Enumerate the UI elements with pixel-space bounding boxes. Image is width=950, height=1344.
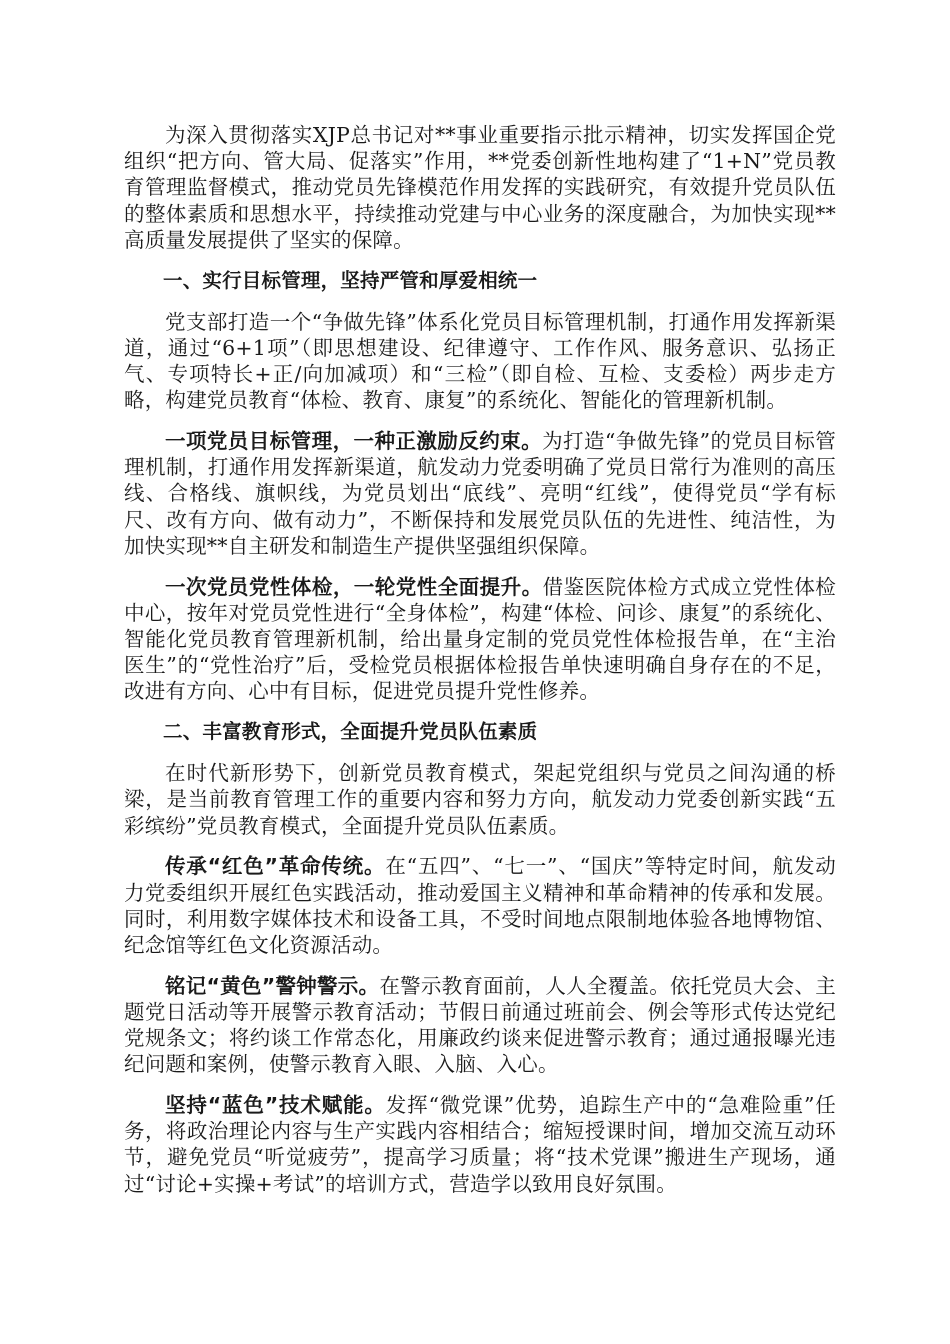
section-1-item-2-text: 借鉴医院体检方式成立党性体检中心，按年对党员党性进行“全身体检”，构建“体检、问诊、康复”的系统化、智能化党员教育管理新机制，给出量身定制的党员党性体检报告单，在“主治医生”的“党性治疗”后，受检党员根据体检报告单快速明确自身存在的不足，改进有方向、心中有目标，促进党员提升党性修养。 [124,574,836,704]
section-1-body: 党支部打造一个“争做先锋”体系化党员目标管理机制，打通作用发挥新渠道，通过“6+1项”（即思想建设、纪律遵守、工作作风、服务意识、弘扬正气、专项特长+正/向加减项）和“三检”（即自检、互检、支委检）两步走方略，构建党员教育“体检、教育、康复”的系统化、智能化的管理新机制。 [124,309,836,413]
section-1-item-2-lead: 一次党员党性体检，一轮党性全面提升。 [165,574,543,599]
section-2-item-3 [124,1092,836,1197]
section-1-item-1 [124,428,836,559]
section-1-heading: 一、实行目标管理，坚持严管和厚爱相统一 [163,268,538,292]
section-2-item-2-text: 在警示教育面前，人人全覆盖。依托党员大会、主题党日活动等开展警示教育活动；节假日前通过班前会、例会等形式传达党纪党规条文；将约谈工作常态化，用廉政约谈来促进警示教育；通过通报曝光违纪问题和案例，使警示教育入眼、入脑、入心。 [124,973,836,1077]
section-2-heading: 二、丰富教育形式，全面提升党员队伍素质 [163,720,538,744]
section-2-item-1-text: 在“五四”、“七一”、“国庆”等特定时间，航发动力党委组织开展红色实践活动，推动爱国主义精神和革命精神的传承和发展。同时，利用数字媒体技术和设备工具，不受时间地点限制地体验各地博物馆、纪念馆等红色文化资源活动。 [124,854,836,957]
section-1-item-1-lead: 一项党员目标管理，一种正激励反约束。 [165,429,543,454]
section-2-item-2 [124,973,836,1078]
section-2-item-3-text: 发挥“微党课”优势，追踪生产中的“急难险重”任务，将政治理论内容与生产实践内容相结合；缩短授课时间，增加交流互动环节，避免党员“听觉疲劳”，提高学习质量；将“技术党课”搬进生产现场，通过“讨论+实操+考试”的培训方式，营造学以致用良好氛围。 [124,1093,836,1196]
section-1-item-2 [124,574,836,705]
section-1-item-1-text: 为打造“争做先锋”的党员目标管理机制，打通作用发挥新渠道，航发动力党委明确了党员日常行为准则的高压线、合格线、旗帜线，为党员划出“底线”、亮明“红线”，使得党员“学有标尺、改有方向、做有动力”，不断保持和发展党员队伍的先进性、纯洁性，为加快实现**自主研发和制造生产提供坚强组织保障。 [124,429,836,558]
section-2-body: 在时代新形势下，创新党员教育模式，架起党组织与党员之间沟通的桥梁，是当前教育管理工作的重要内容和努力方向，航发动力党委创新实践“五彩缤纷”党员教育模式，全面提升党员队伍素质。 [124,761,836,838]
section-2-item-1-lead: 传承“红色”革命传统。 [165,854,386,879]
section-2-item-1 [124,853,836,958]
section-2-item-2-lead: 铭记“黄色”警钟警示。 [165,973,380,998]
document-page [124,122,836,1211]
section-2-item-3-lead: 坚持“蓝色”技术赋能。 [165,1093,386,1117]
intro-paragraph: 为深入贯彻落实XJP总书记对**事业重要指示批示精神，切实发挥国企党组织“把方向、管大局、促落实”作用，**党委创新性地构建了“1+N”党员教育管理监督模式，推动党员先锋模范作用发挥的实践研究，有效提升党员队伍的整体素质和思想水平，持续推动党建与中心业务的深度融合，为加快实现**高质量发展提供了坚实的保障。 [124,123,836,252]
